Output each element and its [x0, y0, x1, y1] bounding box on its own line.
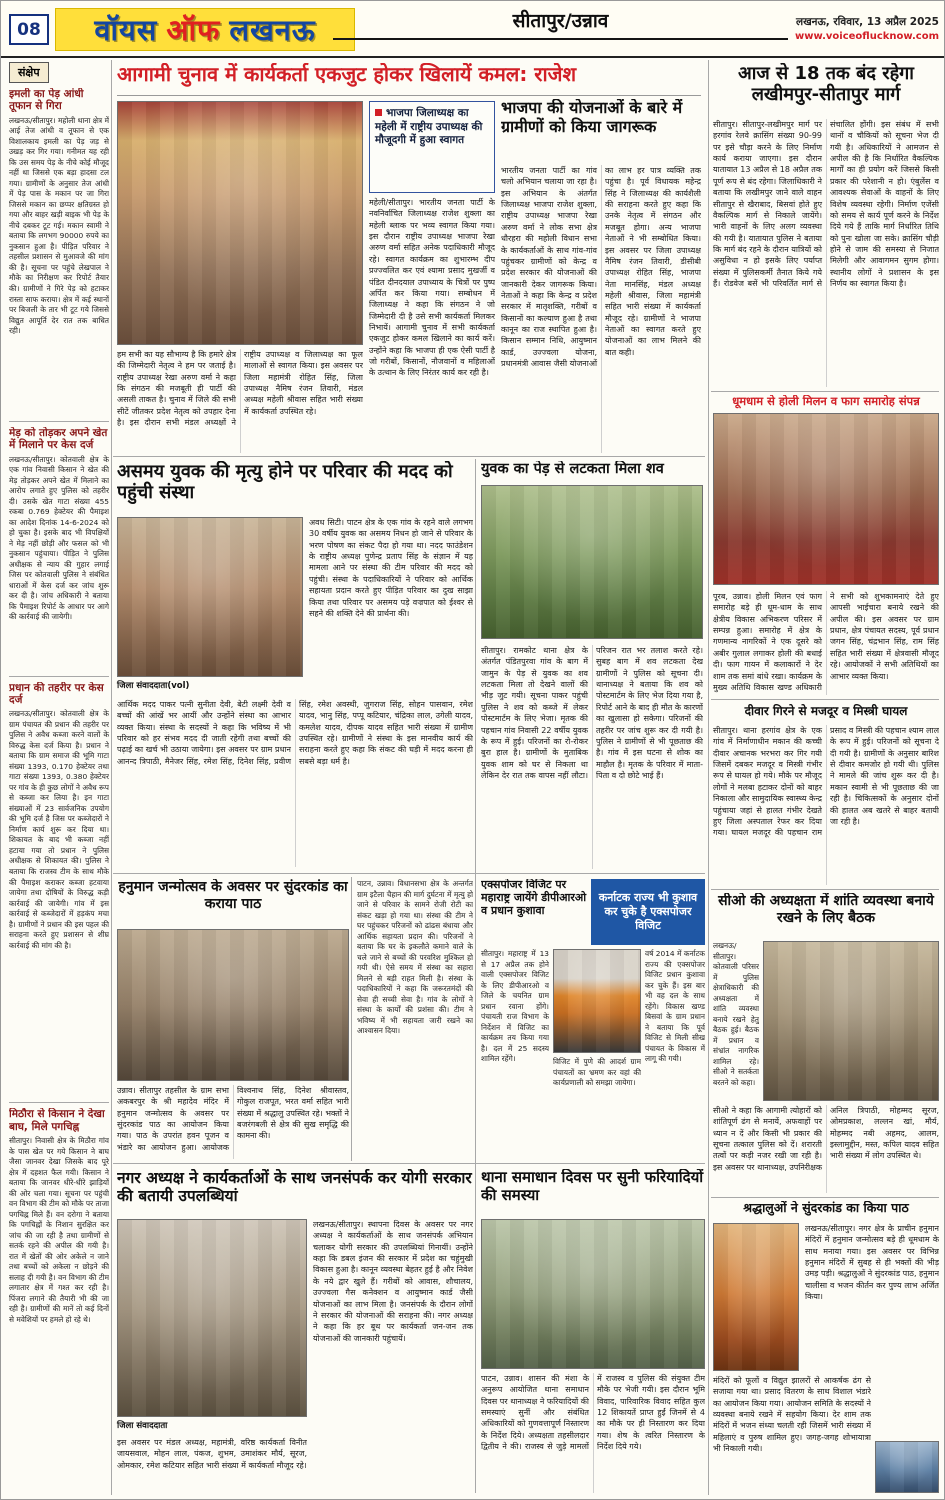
- hanuman-path-headline: हनुमान जन्मोत्सव के अवसर पर सुंदरकांड का कराया पाठ: [118, 879, 348, 912]
- brief-item: [9, 1108, 109, 1456]
- brief-body: सीतापुर। निवासी क्षेत्र के मिठौरा गांव के पास खेत पर गये किसान ने बाघ जैसा जानवर देखा जिसके बाद पूरे क्षेत्र में दहशत फैल गयी। किसान ने बताया कि जानवर धीरे-धीरे झाड़ियों की ओर चला गया। सूचना पर पहुंची वन विभाग की टीम को मौके पर ताजा पगचिह्न मिले हैं। वन दरोगा ने बताया कि पगचिह्नों के निशान सुरक्षित कर जांच की जा रही है तथा ग्रामीणों से सतर्क रहने की अपील की गयी है। रात में खेतों की ओर अकेले न जाने तथा बच्चों को अकेला न छोड़ने की सलाह दी गयी है। वन विभाग की टीम लगातार क्षेत्र में गश्त कर रही है। पिंजरा लगाने की तैयारी भी की जा रही है। ग्रामीणों की मानें तो कई दिनों से मवेशियों पर हमले हो रहे थे।: [9, 1136, 109, 1324]
- divider: [113, 1163, 705, 1164]
- divider: [113, 873, 705, 874]
- karnataka-visit-headline: कर्नाटक राज्य भी कुशाव कर चुके है एक्सपोजर विजिट: [591, 879, 705, 945]
- brief-headline: प्रधान की तहरीर पर केस दर्ज: [9, 681, 104, 706]
- hanuman-path-body: उन्नाव। सीतापुर तहसील के ग्राम सभा अकबरपुर के श्री महादेव मंदिर में हनुमान जन्मोत्सव के अवसर पर सुंदरकांड पाठ का आयोजन किया गया। पाठ के उपरांत हवन पूजन व भंडारे का आयोजन हुआ। आयोजक विश्वनाथ सिंह, दिनेश श्रीवास्तव, गोकुल राजपूत, भरत वर्मा सहित भारी संख्या में श्रद्धालु उपस्थित रहे। भक्तों ने बजरंगबली से क्षेत्र की सुख समृद्धि की कामना की।: [117, 1086, 349, 1152]
- divider: [711, 1197, 939, 1198]
- photo-co-meeting: [763, 941, 939, 1101]
- divider: [113, 456, 705, 457]
- co-meeting-headline: सीओ की अध्यक्षता में शांति व्यवस्था बनाये रखने के लिए बैठक: [718, 893, 934, 926]
- brief-headline: मिठौरा से किसान ने देखा बाघ, मिले पगचिह्न: [9, 1108, 105, 1133]
- divider: [111, 60, 112, 1495]
- photo-thumbnail: [875, 1441, 939, 1493]
- nagar-adhyaksh-body: लखनऊ/सीतापुर। स्थापना दिवस के अवसर पर नगर अध्यक्ष ने कार्यकर्ताओं के साथ जनसंपर्क अभियान चलाकर योगी सरकार की उपलब्धियां गिनायीं। उन्होंने कहा कि डबल इंजन की सरकार में प्रदेश का चहुंमुखी विकास हुआ है। कानून व्यवस्था बेहतर हुई है और निवेश के नये द्वार खुले हैं। गरीबों को आवास, शौचालय, उज्ज्वला गैस कनेक्शन व आयुष्मान कार्ड जैसी योजनाओं का लाभ मिला है। जनसंपर्क के दौरान लोगों ने सरकार की योजनाओं की सराहना की। नगर अध्यक्ष ने कहा कि हर बूथ पर कार्यकर्ता जन-जन तक योजनाओं की जानकारी पहुंचायें।: [313, 1220, 473, 1343]
- brief-body: लखनऊ/सीतापुर। कोतवाली क्षेत्र के एक गांव निवासी किसान ने खेत की मेड़ तोड़कर अपने खेत में मिलाने का आरोप लगाते हुए पुलिस को तहरीर दी। उसके खेत गाटा संख्या 455 रकबा 0.769 हेक्टेयर की पैमाइश का आदेश दिनांक 14-6-2024 को हो चुका है। इसके बाद भी विपक्षियों ने मेड़ नहीं छोड़ी और फसल को भी नुकसान पहुंचाया। पीड़ित ने पुलिस अधीक्षक से न्याय की गुहार लगाई जिस पर कोतवाली पुलिस ने संबंधित धाराओं में केस दर्ज कर जांच शुरू कर दी है। जांच अधिकारी ने बताया कि पैमाइश रिपोर्ट के आधार पर आगे की कार्रवाई की जायेगी।: [9, 454, 109, 622]
- photo-ngo-family-help: [117, 517, 303, 677]
- ngo-help-body: अवध सिटी। पाटन क्षेत्र के एक गांव के रहने वाले लगभग 30 वर्षीय युवक का असमय निधन हो जाने से परिवार के भरण पोषण का संकट पैदा हो गया था। नदद फाउंडेशन के राष्ट्रीय अध्यक्ष पुणेन्द्र प्रताप सिंह के संज्ञान में यह मामला आने पर संस्था की टीम परिवार की मदद को पहुंची। संस्था के पदाधिकारियों ने परिवार को आर्थिक सहायता प्रदान करते हुए पीड़ित परिवार का दुख साझा किया तथा परिवार पर असमय पड़े वज्रपात को ईश्वर से सहने की शक्ति देने की प्रार्थना की।: [309, 518, 473, 618]
- thana-diwas-headline: थाना समाधान दिवस पर सुनी फरियादियों की समस्या: [481, 1169, 704, 1204]
- co-meeting-body-continued: सीओ ने कहा कि आगामी त्योहारों को शांतिपूर्ण ढंग से मनायें, अफवाहों पर ध्यान न दें और किसी भी प्रकार की सूचना तत्काल पुलिस को दें। शरारती तत्वों पर कड़ी नजर रखी जा रही है। इस अवसर पर थानाध्यक्ष, उपनिरीक्षक अनिल त्रिपाठी, मोहम्मद सूरज, ओमप्रकाश, लल्लन खां, मौर्य, मोहम्मद नबी अहमद, आलम, इस्लामुद्दीन, मस्त, कपिल यादव सहित भारी संख्या में लोग उपस्थित थे।: [713, 1106, 939, 1172]
- masthead-word-2: ऑफ: [166, 13, 221, 47]
- photo-lead-welcome-event: [117, 101, 363, 345]
- divider: [711, 889, 939, 890]
- photo-sunderkand-devotee: [713, 1223, 799, 1371]
- ngo-help-body-column: पाटन, उन्नाव। विधानसभा क्षेत्र के अन्तर्गत ग्राम इटैला चैहान की मार्ग दुर्घटना में मृत्यु हो जाने से परिवार के सामने रोजी रोटी का संकट खड़ा हो गया था। संस्था की टीम ने घर पहुंचकर परिजनों को ढांढस बंधाया और आर्थिक सहायता प्रदान की। परिजनों ने बताया कि घर के इकलौते कमाने वाले के चले जाने से बच्चों की परवरिश मुश्किल हो गयी थी। ऐसे समय में संस्था का सहारा मिलने से बड़ी राहत मिली है। संस्था के पदाधिकारियों ने कहा कि जरूरतमंदों की सेवा ही सच्ची सेवा है। गांव के लोगों ने संस्था के कार्यों की प्रशंसा की। टीम ने भविष्य में भी सहायता जारी रखने का आश्वासन दिया।: [357, 879, 473, 1036]
- holi-milan-body: पूरब, उन्नाव। होली मिलन एवं फाग समारोह बड़े ही धूम-धाम के साथ क्षेत्रीय विकास अभिकरण परिसर में सम्पन्न हुआ। समारोह में क्षेत्र के गणमान्य नागरिकों ने एक दूसरे को अबीर गुलाल लगाकर होली की बधाई दी। फाग गायन में कलाकारों ने देर शाम तक समां बांधे रखा। कार्यक्रम के मुख्य अतिथि विकास खण्ड अधिकारी ने सभी को शुभकामनाएं देते हुए आपसी भाईचारा बनाये रखने की अपील की। इस अवसर पर ग्राम प्रधान, क्षेत्र पंचायत सदस्य, पूर्व प्रधान जगन सिंह, चंद्रभान सिंह, राम सिंह सहित भारी संख्या में क्षेत्रवासी मौजूद रहे। आयोजकों ने सभी अतिथियों का आभार व्यक्त किया।: [713, 592, 939, 692]
- divider: [9, 1102, 109, 1103]
- masthead-word-3: लखनऊ: [229, 13, 316, 47]
- briefs-label: संक्षेप: [9, 62, 49, 83]
- bjp-schemes-headline: भाजपा की योजनाओं के बारे में ग्रामीणों को किया जागरूक: [501, 99, 683, 136]
- brief-body: लखनऊ/सीतापुर। कोतवाली क्षेत्र के ग्राम पंचायत की प्रधान की तहरीर पर पुलिस ने अवैध कब्जा करने वालों के विरुद्ध केस दर्ज किया है। प्रधान ने बताया कि ग्राम समाज की भूमि गाटा संख्या 1393, 0.170 हेक्टेयर तथा गाटा संख्या 1393, 0.380 हेक्टेयर पर गांव के ही कुछ लोगों ने अवैध रूप से कब्जा कर लिया है। इन गाटा संख्याओं में 23 सार्वजनिक उपयोग की भूमि दर्ज है जिस पर कब्जेदारों ने निर्माण कार्य शुरू कर दिया था। शिकायत के बाद भी कब्जा नहीं हटाया गया तो प्रधान ने पुलिस अधीक्षक से शिकायत की। पुलिस ने बताया कि राजस्व टीम के साथ मौके की पैमाइश कराकर कब्जा हटवाया जायेगा तथा दोषियों के विरुद्ध कड़ी कार्रवाई की जायेगी। गांव में इस कार्रवाई से कब्जेदारों में हड़कंप मचा है। ग्रामीणों ने प्रधान की इस पहल की सराहना करते हुए प्रशासन से शीघ्र कार्रवाई की मांग की है।: [9, 709, 109, 950]
- nagar-adhyaksh-headline: नगर अध्यक्ष ने कार्यकर्ताओं के साथ जनसंपर्क कर योगी सरकार की बतायी उपलब्धियां: [117, 1169, 472, 1206]
- wall-collapse-body: सीतापुर। थाना हरगांव क्षेत्र के एक गांव में निर्माणाधीन मकान की कच्ची दीवार अचानक भरभरा कर गिर गयी जिसमें दबकर मजदूर व मिस्त्री गंभीर रूप से घायल हो गये। मौके पर मौजूद लोगों ने मलबा हटाकर दोनों को बाहर निकाला और सामुदायिक स्वास्थ्य केन्द्र पहुंचाया जहां से हालत गंभीर देखते हुए जिला अस्पताल रेफर कर दिया गया। घायल मजदूर की पहचान राम प्रसाद व मिस्त्री की पहचान श्याम लाल के रूप में हुई। परिजनों को सूचना दे दी गयी है। ग्रामीणों के अनुसार बारिश से दीवार कमजोर हो गयी थी। पुलिस ने मामले की जांच शुरू कर दी है। मकान स्वामी से भी पूछताछ की जा रही है। चिकित्सकों के अनुसार दोनों की हालत अब खतरे से बाहर बतायी जा रही है।: [713, 726, 939, 838]
- thana-diwas-body: पाटन, उन्नाव। शासन की मंशा के अनुरूप आयोजित थाना समाधान दिवस पर थानाध्यक्ष ने फरियादियों की समस्याएं सुनीं और संबंधित अधिकारियों को गुणवत्तापूर्ण निस्तारण के निर्देश दिये। अध्यक्षता तहसीलदार द्वितीय ने की। राजस्व से जुड़े मामलों में राजस्व व पुलिस की संयुक्त टीम मौके पर भेजी गयी। इस दौरान भूमि विवाद, पारिवारिक विवाद सहित कुल 12 शिकायतें प्राप्त हुईं जिनमें से 4 का मौके पर ही निस्तारण कर दिया गया। शेष के त्वरित निस्तारण के निर्देश दिये गये।: [481, 1374, 705, 1452]
- divider: [9, 676, 109, 677]
- lead-headline: आगामी चुनाव में कार्यकर्ता एकजुट होकर खिलायें कमल: राजेश: [117, 63, 701, 96]
- exposure-visit-headline: एक्सपोजर विजिट पर महाराष्ट्र जायेंगे डीपीआरओ व प्रधान कुशावा: [481, 879, 587, 917]
- lead-box-note: [369, 101, 495, 193]
- sunderkand-body: लखनऊ/सीतापुर। नगर क्षेत्र के प्राचीन हनुमान मंदिरों में हनुमान जन्मोत्सव बड़े ही धूमधाम के साथ मनाया गया। इस अवसर पर विभिन्न हनुमान मंदिरों में सुबह से ही भक्तों की भीड़ उमड़ पड़ी। श्रद्धालुओं ने सुंदरकांड पाठ, हनुमान चालीसा व भजन कीर्तन कर पुण्य लाभ अर्जित किया।: [805, 1224, 939, 1302]
- section-title: सीतापुर/उन्नाव: [333, 7, 788, 40]
- photo-hanging-body-scene: [481, 485, 703, 639]
- lead-body-continued: हम सभी का यह सौभाग्य है कि हमारे क्षेत्र की जिम्मेदारी नेतृत्व ने हम पर जताई है। राष्ट्रीय उपाध्यक्ष रेखा अरुण वर्मा ने कहा कि संगठन की मजबूती ही पार्टी की असली ताकत है। चुनाव में जिले की सभी सीटें जीतकर प्रदेश नेतृत्व को उपहार देना है। इस दौरान सभी मंडल अध्यक्षों ने राष्ट्रीय उपाध्यक्ष व जिलाध्यक्ष का फूल मालाओं से स्वागत किया। इस अवसर पर जिला महामंत्री रोहित सिंह, जिला उपाध्यक्ष नैमिष रंजन तिवारी, मंडल अध्यक्ष महेली श्रीवास सहित भारी संख्या में कार्यकर्ता उपस्थित रहे।: [117, 350, 363, 428]
- briefs-column: [9, 61, 109, 1495]
- brief-headline: मेड़ को तोड़कर अपने खेत में मिलाने पर केस दर्ज: [9, 426, 108, 452]
- ngo-photo-caption: जिला संवाददाता(vol): [117, 681, 190, 691]
- brief-item: [9, 682, 109, 1098]
- bjp-schemes-body: भारतीय जनता पार्टी का गांव चलो अभियान चलाया जा रहा है। इस अभियान के अंतर्गत जिलाध्यक्ष भाजपा राजेश शुक्ला, राष्ट्रीय उपाध्यक्ष भाजपा रेखा अरुण वर्मा ने लोक सभा क्षेत्र धौरहरा की महोली विधान सभा के कार्यकर्ताओं के साथ गांव-गांव पहुंचकर ग्रामीणों को केन्द्र व प्रदेश सरकार की योजनाओं की जानकारी देकर जागरूक किया। नेताओं ने कहा कि केन्द्र व प्रदेश सरकार में मातृशक्ति, गरीबों व किसानों का कल्याण हुआ है तथा कानून का राज स्थापित हुआ है। किसान सम्मान निधि, आयुष्मान कार्ड, उज्ज्वला योजना, प्रधानमंत्री आवास जैसी योजनाओं का लाभ हर पात्र व्यक्ति तक पहुंचा है। पूर्व विधायक महेन्द्र सिंह ने जिलाध्यक्ष की कार्यशैली की सराहना करते हुए कहा कि उनके नेतृत्व में संगठन और मजबूत होगा। अन्य भाजपा नेताओं ने भी सम्बोधित किया। इस अवसर पर जिला उपाध्यक्ष नैमिष रंजन तिवारी, डीसीबी उपाध्यक्ष रोहित सिंह, भाजपा नेता मानसिंह, मंडल अध्यक्ष महेली श्रीवास, जिला महामंत्री सहित भारी संख्या में कार्यकर्ता मौजूद रहे। ग्रामीणों ने भाजपा नेताओं का स्वागत करते हुए योजनाओं का लाभ मिलने की बात कही।: [501, 166, 701, 369]
- road-closed-body: सीतापुर। सीतापुर-लखीमपुर मार्ग पर हरगांव रेलवे क्रासिंग संख्या 90-99 पर इसे चौड़ा करने के लिए निर्माण कार्य कराया जाएगा। इस दौरान यातायात 13 अप्रैल से 18 अप्रैल तक पूर्ण रूप से बंद रहेगा। जिलाधिकारी ने बताया कि लखीमपुर जाने वाले वाहन सीतापुर से खैराबाद, बिसवां होते हुए वैकल्पिक मार्ग से निकाले जायेंगे। भारी वाहनों के लिए अलग व्यवस्था की गयी है। यातायात पुलिस ने बताया कि मार्ग बंद रहने के दौरान यात्रियों को असुविधा न हो इसके लिए पर्याप्त संख्या में पुलिसकर्मी तैनात किये गये हैं। रोडवेज बसें भी परिवर्तित मार्ग से संचालित होंगी। इस संबंध में सभी थानों व चौकियों को सूचना भेज दी गयी है। अधिकारियों ने आमजन से अपील की है कि निर्धारित वैकल्पिक मार्गों का ही प्रयोग करें जिससे किसी प्रकार की परेशानी न हो। एंबुलेंस व आवश्यक सेवाओं के वाहनों के लिए विशेष व्यवस्था रहेगी। निर्माण एजेंसी को समय से कार्य पूर्ण करने के निर्देश दिये गये हैं ताकि मार्ग निर्धारित तिथि को पुनः खोला जा सके। क्रासिंग चौड़ी होने से जाम की समस्या से निजात मिलेगी और आवागमन सुगम होगा। स्थानीय लोगों ने प्रशासन के इस निर्णय का स्वागत किया है।: [713, 120, 939, 289]
- divider: [475, 459, 476, 1493]
- lead-body: महेली/सीतापुर। भारतीय जनता पार्टी के नवनिर्वाचित जिलाध्यक्ष राजेश शुक्ला का महेली ब्लाक पर भव्य स्वागत किया गया। इस दौरान राष्ट्रीय उपाध्यक्ष भाजपा रेखा अरुण वर्मा सहित अनेक पदाधिकारी मौजूद रहे। स्वागत कार्यक्रम का शुभारम्भ दीप प्रज्ज्वलित कर एवं श्यामा प्रसाद मुखर्जी व पंडित दीनदयाल उपाध्याय के चित्रों पर पुष्प अर्पित कर किया गया। सम्बोधन में जिलाध्यक्ष ने कहा कि संगठन ने जो जिम्मेदारी दी है उसे सभी कार्यकर्ता मिलकर निभायें। आगामी चुनाव में सभी कार्यकर्ता एकजुट होकर कमल खिलाने का कार्य करें। उन्होंने कहा कि भाजपा ही एक ऐसी पार्टी है जो गरीबों, किसानों, नौजवानों व महिलाओं के उत्थान के लिए निरंतर कार्य कर रही है।: [369, 198, 495, 378]
- brief-item: [9, 88, 109, 416]
- divider: [351, 877, 352, 1161]
- sunderkand-body-continued: मंदिरों को फूलों व विद्युत झालरों से आकर्षक ढंग से सजाया गया था। प्रसाद वितरण के साथ विशाल भंडारे का आयोजन किया गया। आयोजन समिति के सदस्यों ने व्यवस्था बनाये रखने में सहयोग किया। देर शाम तक मंदिरों में भजन संध्या चलती रही जिसमें भारी संख्या में महिलाएं व पुरुष शामिल हुए। जगह-जगह शोभायात्रा भी निकाली गयी।: [713, 1376, 871, 1454]
- bullet-icon: [375, 109, 382, 116]
- divider: [711, 391, 939, 392]
- brief-body: लखनऊ/सीतापुर। महोली थाना क्षेत्र में आई तेज आंधी व तूफान से एक विशालकाय इमली का पेड़ जड़ से उखड़ कर गिर गया। गनीमत यह रही कि उस समय पेड़ के नीचे कोई मौजूद नहीं था जिससे एक बड़ा हादसा टल गया। ग्रामीणों के अनुसार तेज आंधी में पेड़ पास के मकान पर जा गिरा जिससे मकान का छप्पर क्षतिग्रस्त हो गया और बाहर खड़ी बाइक भी पेड़ के नीचे दबकर टूट गई। मकान स्वामी ने बताया कि लगभग 90000 रुपये का नुकसान हुआ है। पीड़ित परिवार ने तहसील प्रशासन से मुआवजे की मांग की है। सूचना पर पहुंचे लेखपाल ने मौके का निरीक्षण कर रिपोर्ट तैयार की। ग्रामीणों ने गिरे पेड़ को हटाकर रास्ता साफ कराया। क्षेत्र में कई स्थानों पर बिजली के तार भी टूट गये जिससे विद्युत आपूर्ति देर रात तक बाधित रही।: [9, 115, 109, 336]
- divider: [711, 699, 939, 700]
- nagar-adhyaksh-body-continued: इस अवसर पर मंडल अध्यक्ष, महामंत्री, वरिष्ठ कार्यकर्ता विनीत जायसवाल, मोहन लाल, पंकज, शुभम, उमाशंकर मौर्य, सूरज, ओमकार, रमेश कटियार सहित भारी संख्या में कार्यकर्ता मौजूद रहे।: [117, 1438, 307, 1470]
- exposure-visit-body-right: विजिट में पुणे की आदर्श ग्राम पंचायतों का भ्रमण कर वहां की कार्यप्रणाली को समझा जायेगा।: [553, 1057, 641, 1088]
- holi-milan-headline: धूमधाम से होली मिलन व फाग समारोह संपन्न: [732, 395, 920, 408]
- exposure-visit-body-left: सीतापुर। महाराष्ट्र में 13 से 17 अप्रैल तक होने वाली एक्सपोजर विजिट के लिए डीपीआरओ व जिले के चयनित ग्राम प्रधान रवाना होंगे। पंचायती राज विभाग के निर्देशन में विजिट का कार्यक्रम तय किया गया है। दल में 25 सदस्य शामिल रहेंगे।: [481, 949, 549, 1064]
- sunderkand-headline: श्रद्धालुओं ने सुंदरकांड का किया पाठ: [743, 1201, 909, 1215]
- co-meeting-body: लखनऊ/सीतापुर। कोतवाली परिसर में पुलिस क्षेत्राधिकारी की अध्यक्षता में शांति व्यवस्था बनाये रखने हेतु बैठक हुई। बैठक में प्रधान व संभ्रांत नागरिक शामिल रहे। सीओ ने सतर्कता बरतने को कहा।: [713, 941, 759, 1087]
- nagar-photo-caption: जिला संवाददाता: [117, 1421, 168, 1431]
- photo-pradhan-portrait: [553, 949, 641, 1053]
- page-number: 08: [9, 14, 49, 45]
- divider: [708, 60, 709, 1495]
- ngo-help-body-continued: आर्थिक मदद पाकर पत्नी सुनीता देवी, बेटी लक्ष्मी देवी व बच्चों की आंखें भर आयीं और उन्होंने संस्था का आभार व्यक्त किया। संस्था के सदस्यों ने कहा कि भविष्य में भी परिवार को हर संभव मदद दी जाती रहेगी तथा बच्चों की पढ़ाई का खर्च भी उठाया जायेगा। इस अवसर पर ग्राम प्रधान आनन्द त्रिपाठी, मैनेजर सिंह, रमेश सिंह, दिनेश सिंह, प्रवीण सिंह, रमेश अवस्थी, जुगराज सिंह, सोहन पासवान, रमेश यादव, भानु सिंह, पप्पू कटियार, चंद्रिका लाल, उगेली यादव, कमलेश यादव, दीपक यादव सहित भारी संख्या में ग्रामीण उपस्थित रहे। ग्रामीणों ने संस्था के इस मानवीय कार्य की सराहना करते हुए कहा कि संकट की घड़ी में मदद करना ही सबसे बड़ा धर्म है।: [117, 700, 473, 766]
- road-closed-headline: आज से 18 तक बंद रहेगा लखीमपुर-सीतापुर मार्ग: [738, 63, 914, 106]
- hanging-body-text: सीतापुर। रामकोट थाना क्षेत्र के अंतर्गत पंडितपुरवा गांव के बाग में जामुन के पेड़ से युवक का शव लटकता मिला तो देखने वालों की भीड़ जुट गयी। सूचना पाकर पहुंची पुलिस ने शव को कब्जे में लेकर पोस्टमार्टम के लिए भेजा। मृतक की पहचान गांव निवासी 22 वर्षीय युवक के रूप में हुई। परिजनों का रो-रोकर बुरा हाल है। ग्रामीणों के मुताबिक युवक शाम को घर से निकला था लेकिन देर रात तक वापस नहीं लौटा। परिजन रात भर तलाश करते रहे। सुबह बाग में शव लटकता देख ग्रामीणों ने पुलिस को सूचना दी। थानाध्यक्ष ने बताया कि शव को पोस्टमार्टम के लिए भेज दिया गया है, रिपोर्ट आने के बाद ही मौत के कारणों का खुलासा हो सकेगा। परिजनों की तहरीर पर जांच शुरू कर दी गयी है। पुलिस ने ग्रामीणों से भी पूछताछ की है। गांव में इस घटना से शोक का माहौल है। मृतक के परिवार में माता-पिता व दो छोटे भाई हैं।: [481, 646, 703, 780]
- wall-collapse-headline: दीवार गिरने से मजदूर व मिस्त्री घायल: [744, 704, 908, 718]
- hanging-body-headline: युवक का पेड़ से लटकता मिला शव: [481, 461, 664, 477]
- photo-hanuman-path: [117, 929, 349, 1081]
- edition-dateline: लखनऊ, रविवार, 13 अप्रैल 2025: [795, 16, 939, 28]
- masthead-bar: [1, 1, 945, 58]
- brief-item: [9, 427, 109, 671]
- masthead-logo: [55, 8, 355, 51]
- photo-nagar-jansampark: [117, 1219, 307, 1417]
- masthead-word-1: वॉयस: [94, 13, 158, 47]
- divider: [9, 421, 109, 422]
- brief-headline: इमली का पेड़ आंधी तूफान से गिरा: [9, 88, 84, 113]
- lead-box-note-text: भाजपा जिलाध्यक्ष का महेली में राष्ट्रीय उपाध्यक्ष की मौजूदगी में हुआ स्वागत: [375, 107, 483, 147]
- photo-holi-milan-event: [713, 413, 939, 585]
- karnataka-visit-body: वर्ष 2014 में कर्नाटक राज्य की एक्सपोजर विजिट प्रधान कुशावा कर चुके हैं। इस बार भी वह दल के साथ रहेंगे। विकास खण्ड बिसवां के ग्राम प्रधान ने बताया कि पूर्व विजिट से मिली सीख पंचायत के विकास में लागू की गयी।: [645, 949, 705, 1064]
- photo-thana-diwas: [481, 1219, 705, 1369]
- ngo-help-headline: असमय युवक की मृत्यु होने पर परिवार की मदद को पहुंची संस्था: [117, 461, 453, 504]
- website-url: www.voiceoflucknow.com: [795, 31, 939, 42]
